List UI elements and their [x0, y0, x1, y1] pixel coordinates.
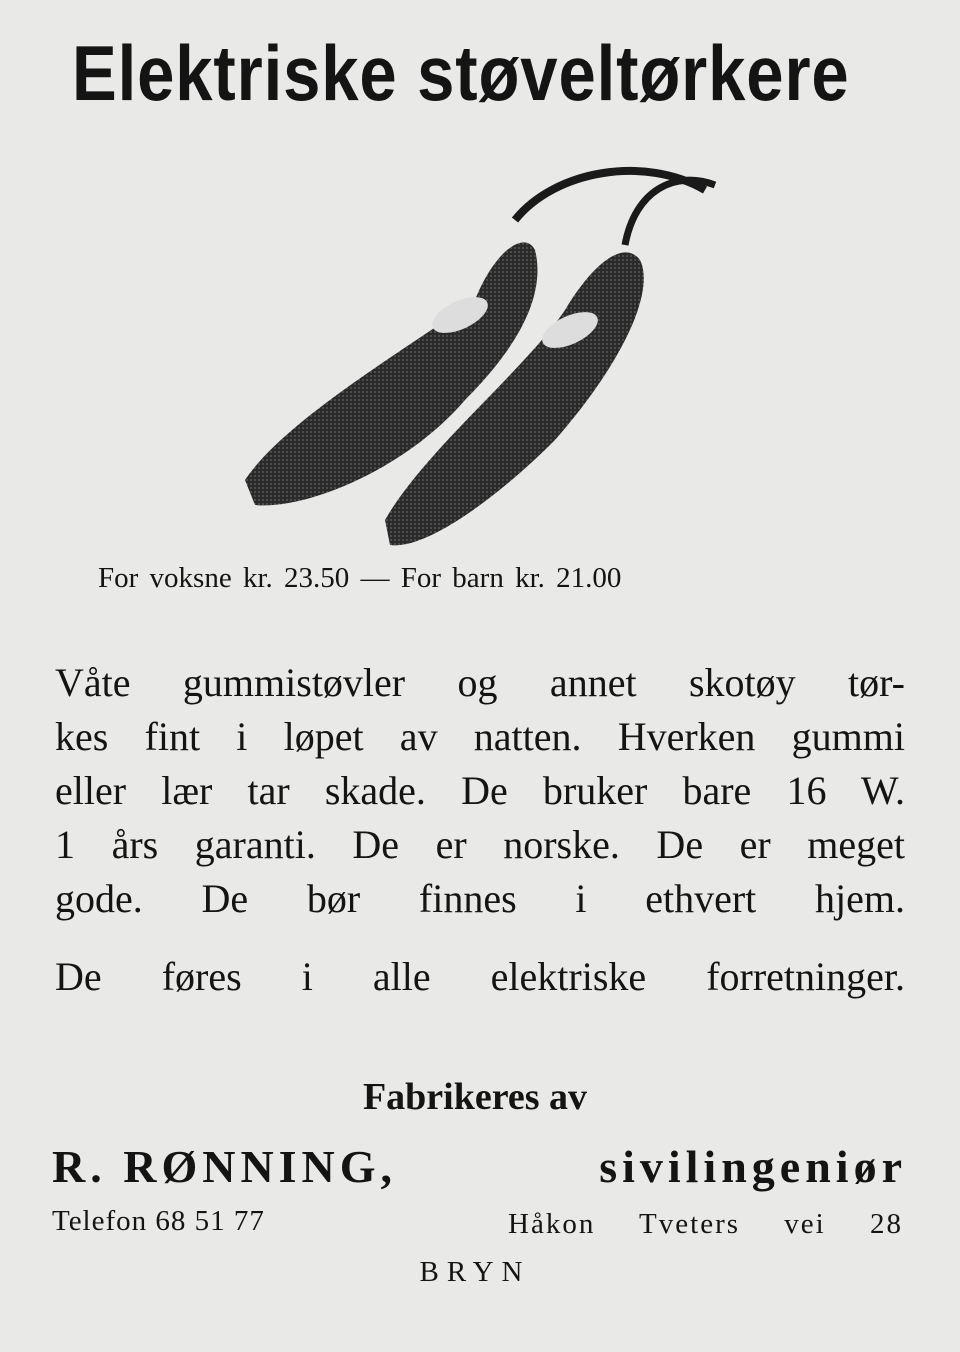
city: BRYN — [419, 1256, 531, 1288]
body-text-line: 1 års garanti. De er norske. De er meget — [55, 822, 905, 867]
company-title: sivilingeniør — [599, 1141, 907, 1192]
company-line — [52, 1140, 907, 1193]
phone-number: Telefon 68 51 77 — [52, 1205, 265, 1237]
body-text-line: gode. De bør finnes i ethvert hjem. — [55, 876, 905, 921]
retail-line: De føres i alle elektriske forretninger. — [55, 954, 905, 999]
address: Håkon Tveters vei 28 — [508, 1208, 903, 1240]
body-text-line: eller lær tar skade. De bruker bare 16 W. — [55, 768, 905, 813]
manufacturer-label: Fabrikeres av — [362, 1076, 588, 1118]
ad-headline: Elektriske støveltørkere — [72, 29, 850, 117]
body-text-line: Våte gummistøvler og annet skotøy tør- — [55, 660, 905, 705]
price-line: For voksne kr. 23.50 — For barn kr. 21.00 — [98, 562, 622, 594]
company-name: R. RØNNING, — [52, 1141, 398, 1192]
body-text-line: kes fint i løpet av natten. Hverken gummi — [55, 714, 905, 759]
boot-dryer-illustration — [225, 150, 735, 560]
